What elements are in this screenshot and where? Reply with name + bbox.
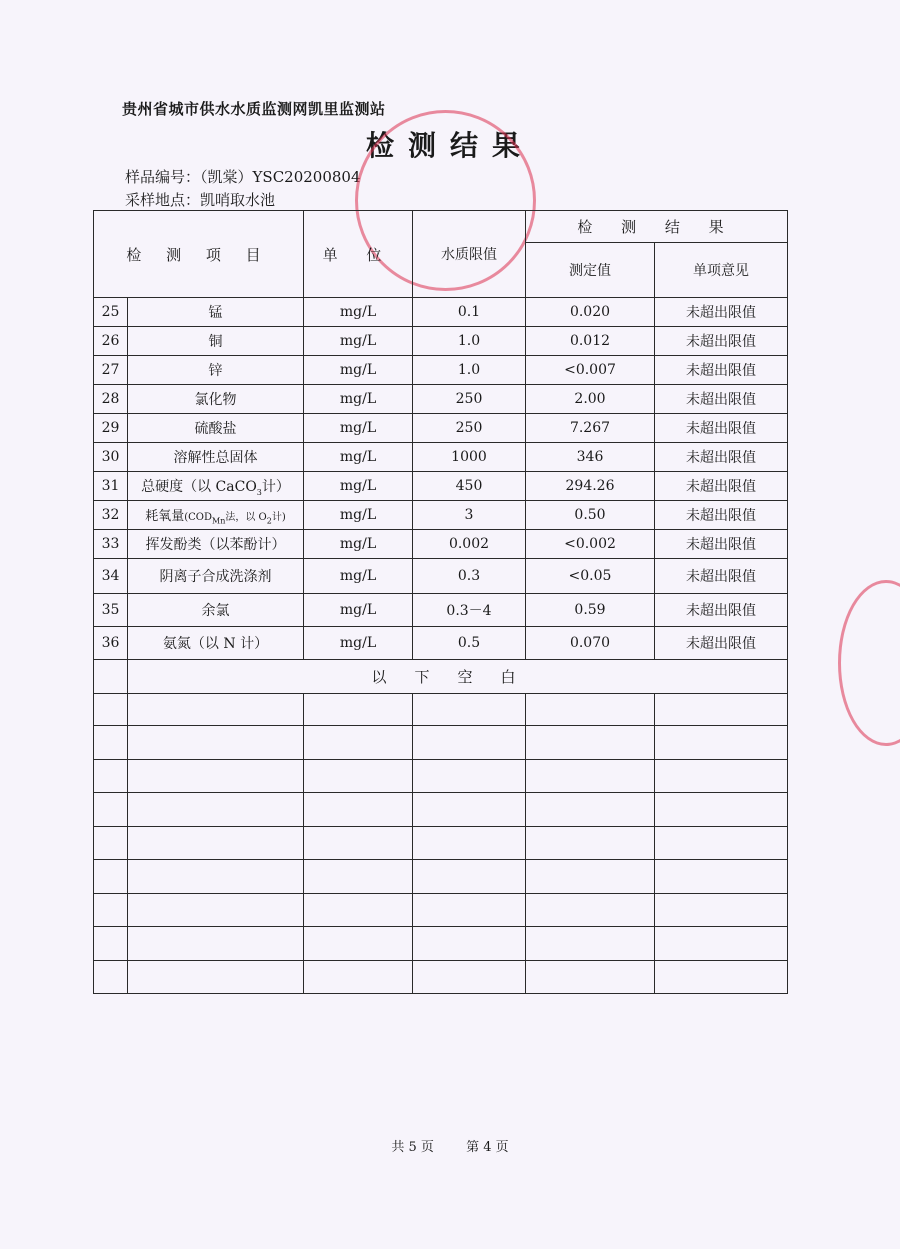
- measured-value: 7.267: [526, 414, 655, 443]
- empty-cell: [304, 961, 413, 994]
- empty-cell: [413, 927, 526, 961]
- empty-row: [94, 894, 788, 927]
- single-opinion: 未超出限值: [655, 559, 788, 594]
- empty-cell: [94, 760, 128, 793]
- current-page: 第 4 页: [466, 1140, 509, 1155]
- unit: mg/L: [304, 327, 413, 356]
- measured-value: 346: [526, 443, 655, 472]
- item-name: 硫酸盐: [128, 414, 304, 443]
- limit-value: 0.3－4: [413, 594, 526, 627]
- single-opinion: 未超出限值: [655, 472, 788, 501]
- empty-cell: [94, 793, 128, 827]
- empty-cell: [655, 694, 788, 726]
- empty-cell: [128, 760, 304, 793]
- empty-cell: [128, 827, 304, 860]
- empty-cell: [413, 760, 526, 793]
- limit-value: 0.002: [413, 530, 526, 559]
- single-opinion: 未超出限值: [655, 327, 788, 356]
- empty-cell: [128, 726, 304, 760]
- empty-cell: [94, 961, 128, 994]
- item-name-part: 耗氧量: [145, 508, 185, 524]
- item-name: 氨氮（以 N 计）: [128, 627, 304, 660]
- row-number: 26: [94, 327, 128, 356]
- single-opinion: 未超出限值: [655, 443, 788, 472]
- total-pages: 共 5 页: [391, 1140, 434, 1155]
- empty-cell: [413, 726, 526, 760]
- results-table: [93, 210, 788, 994]
- row-number: 31: [94, 472, 128, 501]
- table-row: [94, 472, 788, 501]
- empty-row: [94, 793, 788, 827]
- empty-cell: [304, 793, 413, 827]
- limit-value: 1.0: [413, 327, 526, 356]
- table-row: [94, 501, 788, 530]
- partial-seal-stamp: [838, 580, 900, 746]
- item-name-part: 2: [266, 516, 272, 526]
- empty-cell: [413, 793, 526, 827]
- empty-cell: [526, 860, 655, 894]
- empty-cell: [526, 793, 655, 827]
- single-opinion: 未超出限值: [655, 414, 788, 443]
- empty-cell: [413, 860, 526, 894]
- empty-row: [94, 961, 788, 994]
- empty-cell: [655, 894, 788, 927]
- single-opinion: 未超出限值: [655, 530, 788, 559]
- row-number: 30: [94, 443, 128, 472]
- limit-value: 1000: [413, 443, 526, 472]
- limit-value: 250: [413, 385, 526, 414]
- measured-value: <0.007: [526, 356, 655, 385]
- empty-cell: [128, 694, 304, 726]
- measured-value: 2.00: [526, 385, 655, 414]
- item-name-part: (COD: [184, 511, 213, 523]
- measured-value: 0.020: [526, 298, 655, 327]
- item-name-part: 法，以 O: [225, 511, 267, 523]
- blank-marker-row: [94, 660, 788, 694]
- header-item: 检 测 项 目: [94, 211, 304, 298]
- measured-value: 294.26: [526, 472, 655, 501]
- empty-cell: [94, 894, 128, 927]
- empty-cell: [413, 961, 526, 994]
- empty-cell: [304, 726, 413, 760]
- single-opinion: 未超出限值: [655, 356, 788, 385]
- empty-row: [94, 860, 788, 894]
- single-opinion: 未超出限值: [655, 385, 788, 414]
- empty-cell: [304, 760, 413, 793]
- empty-cell: [655, 726, 788, 760]
- table-header-row: [94, 211, 788, 243]
- empty-cell: [413, 894, 526, 927]
- empty-row: [94, 827, 788, 860]
- table-row: [94, 298, 788, 327]
- row-number: 29: [94, 414, 128, 443]
- item-name: 阴离子合成洗涤剂: [128, 559, 304, 594]
- item-name-part: 计): [271, 511, 286, 523]
- empty-cell: [526, 927, 655, 961]
- organization-name: 贵州省城市供水水质监测网凯里监测站: [122, 100, 386, 118]
- item-name: 溶解性总固体: [128, 443, 304, 472]
- row-number: 36: [94, 627, 128, 660]
- single-opinion: 未超出限值: [655, 627, 788, 660]
- measured-value: 0.070: [526, 627, 655, 660]
- header-measured-value: 测定值: [526, 243, 655, 298]
- measured-value: <0.002: [526, 530, 655, 559]
- header-result-group: 检 测 结 果: [526, 211, 788, 243]
- table-row: [94, 414, 788, 443]
- row-number: 27: [94, 356, 128, 385]
- document-title: 检测结果: [365, 129, 534, 162]
- blank-below-label: 以下空白: [128, 660, 788, 694]
- empty-cell: [304, 860, 413, 894]
- table-row: [94, 327, 788, 356]
- sample-number: [125, 166, 361, 187]
- table-row: [94, 443, 788, 472]
- blank-cell: [94, 660, 128, 694]
- empty-cell: [94, 860, 128, 894]
- sampling-site-label: 采样地点：: [125, 191, 201, 209]
- empty-row: [94, 927, 788, 961]
- table-row: [94, 627, 788, 660]
- empty-cell: [655, 760, 788, 793]
- header-unit: 单 位: [304, 211, 413, 298]
- empty-cell: [413, 827, 526, 860]
- unit: mg/L: [304, 627, 413, 660]
- measured-value: 0.50: [526, 501, 655, 530]
- empty-cell: [526, 827, 655, 860]
- single-opinion: 未超出限值: [655, 501, 788, 530]
- empty-cell: [526, 694, 655, 726]
- sample-number-value: （凯棠）YSC20200804: [200, 168, 361, 186]
- empty-cell: [413, 694, 526, 726]
- item-name: [128, 472, 304, 501]
- item-name-part: 3: [256, 487, 262, 497]
- unit: mg/L: [304, 356, 413, 385]
- sampling-site-value: 凯哨取水池: [200, 191, 276, 209]
- row-number: 33: [94, 530, 128, 559]
- empty-cell: [655, 827, 788, 860]
- empty-rows: [94, 694, 788, 994]
- item-name: 锌: [128, 356, 304, 385]
- measured-value: <0.05: [526, 559, 655, 594]
- empty-row: [94, 726, 788, 760]
- unit: mg/L: [304, 385, 413, 414]
- sample-number-label: 样品编号：: [125, 168, 201, 186]
- limit-value: 0.5: [413, 627, 526, 660]
- empty-cell: [94, 726, 128, 760]
- empty-cell: [526, 961, 655, 994]
- measured-value: 0.012: [526, 327, 655, 356]
- limit-value: 0.1: [413, 298, 526, 327]
- limit-value: 3: [413, 501, 526, 530]
- limit-value: 450: [413, 472, 526, 501]
- item-name: 铜: [128, 327, 304, 356]
- empty-cell: [128, 793, 304, 827]
- table-row: [94, 594, 788, 627]
- sampling-site: [125, 189, 275, 210]
- item-name: 锰: [128, 298, 304, 327]
- unit: mg/L: [304, 530, 413, 559]
- empty-cell: [526, 894, 655, 927]
- empty-cell: [655, 961, 788, 994]
- header-limit: 水质限值: [413, 211, 526, 298]
- table-row: [94, 530, 788, 559]
- row-number: 34: [94, 559, 128, 594]
- item-name: 挥发酚类（以苯酚计）: [128, 530, 304, 559]
- empty-row: [94, 760, 788, 793]
- unit: mg/L: [304, 594, 413, 627]
- empty-cell: [655, 793, 788, 827]
- empty-cell: [128, 894, 304, 927]
- header-opinion: 单项意见: [655, 243, 788, 298]
- empty-cell: [526, 760, 655, 793]
- empty-cell: [128, 927, 304, 961]
- item-name: 氯化物: [128, 385, 304, 414]
- unit: mg/L: [304, 501, 413, 530]
- empty-cell: [655, 860, 788, 894]
- empty-cell: [304, 827, 413, 860]
- unit: mg/L: [304, 298, 413, 327]
- table-row: [94, 559, 788, 594]
- row-number: 28: [94, 385, 128, 414]
- unit: mg/L: [304, 443, 413, 472]
- item-name-part: 总硬度（以 CaCO: [141, 478, 257, 495]
- measured-value: 0.59: [526, 594, 655, 627]
- empty-cell: [526, 726, 655, 760]
- limit-value: 0.3: [413, 559, 526, 594]
- single-opinion: 未超出限值: [655, 298, 788, 327]
- table-row: [94, 356, 788, 385]
- empty-cell: [128, 961, 304, 994]
- limit-value: 250: [413, 414, 526, 443]
- empty-cell: [304, 927, 413, 961]
- table-row: [94, 385, 788, 414]
- unit: mg/L: [304, 414, 413, 443]
- empty-cell: [94, 827, 128, 860]
- empty-cell: [304, 894, 413, 927]
- row-number: 25: [94, 298, 128, 327]
- page-footer: [0, 1136, 900, 1155]
- limit-value: 1.0: [413, 356, 526, 385]
- empty-cell: [304, 694, 413, 726]
- unit: mg/L: [304, 559, 413, 594]
- row-number: 32: [94, 501, 128, 530]
- item-name-part: 计）: [261, 478, 290, 495]
- table-body: [94, 298, 788, 660]
- item-name: [128, 501, 304, 530]
- empty-row: [94, 694, 788, 726]
- empty-cell: [128, 860, 304, 894]
- empty-cell: [655, 927, 788, 961]
- item-name: 余氯: [128, 594, 304, 627]
- row-number: 35: [94, 594, 128, 627]
- unit: mg/L: [304, 472, 413, 501]
- single-opinion: 未超出限值: [655, 594, 788, 627]
- item-name-part: Mn: [212, 516, 226, 526]
- empty-cell: [94, 694, 128, 726]
- empty-cell: [94, 927, 128, 961]
